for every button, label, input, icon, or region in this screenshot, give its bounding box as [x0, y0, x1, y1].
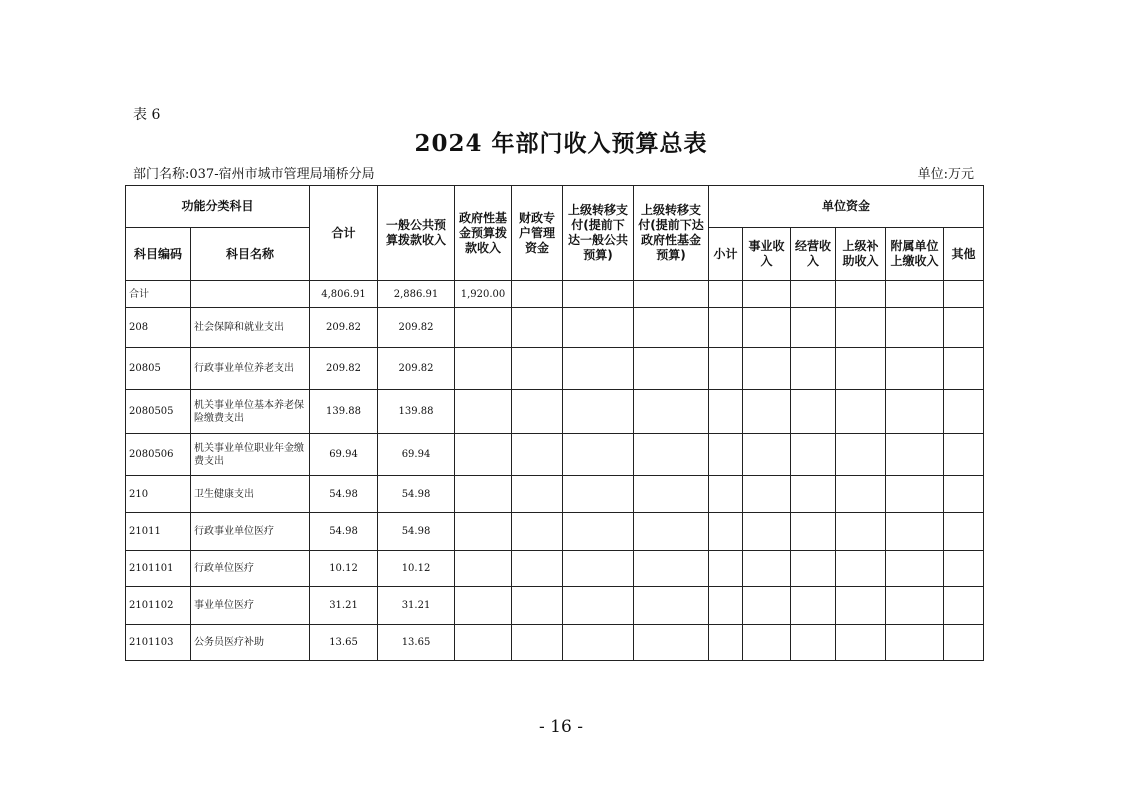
cell-empty [512, 434, 563, 476]
cell-empty [743, 348, 791, 390]
cell-empty [634, 281, 709, 308]
cell-general-public: 139.88 [378, 390, 455, 434]
cell-empty [709, 513, 743, 551]
cell-code: 2080506 [126, 434, 191, 476]
cell-empty [791, 476, 836, 513]
cell-general-public: 209.82 [378, 308, 455, 348]
cell-total: 13.65 [310, 625, 378, 661]
cell-empty [563, 390, 634, 434]
cell-gov-fund [455, 551, 512, 587]
cell-empty [512, 308, 563, 348]
cell-gov-fund [455, 390, 512, 434]
cell-empty [836, 513, 886, 551]
cell-gov-fund [455, 434, 512, 476]
cell-empty [563, 625, 634, 661]
cell-total: 10.12 [310, 551, 378, 587]
cell-empty [709, 551, 743, 587]
header-name: 科目名称 [191, 228, 310, 281]
cell-empty [886, 434, 944, 476]
cell-empty [709, 625, 743, 661]
cell-empty [512, 551, 563, 587]
cell-empty [563, 308, 634, 348]
cell-name [191, 281, 310, 308]
table-row [126, 551, 984, 587]
cell-empty [836, 625, 886, 661]
cell-empty [512, 513, 563, 551]
cell-empty [944, 476, 984, 513]
cell-empty [743, 434, 791, 476]
cell-total: 31.21 [310, 587, 378, 625]
cell-empty [634, 308, 709, 348]
department-name: 部门名称:037-宿州市城市管理局埇桥分局 [133, 167, 375, 182]
cell-empty [886, 476, 944, 513]
header-upper-general: 上级转移支付(提前下达一般公共预算) [563, 186, 634, 281]
cell-total: 54.98 [310, 476, 378, 513]
header-code: 科目编码 [126, 228, 191, 281]
cell-empty [743, 308, 791, 348]
cell-empty [836, 348, 886, 390]
cell-name: 机关事业单位基本养老保险缴费支出 [191, 390, 310, 434]
table-label: 表 6 [133, 107, 161, 123]
header-affiliated: 附属单位上缴收入 [886, 228, 944, 281]
cell-code: 合计 [126, 281, 191, 308]
cell-gov-fund [455, 625, 512, 661]
cell-empty [944, 513, 984, 551]
cell-empty [944, 434, 984, 476]
cell-empty [791, 281, 836, 308]
cell-empty [791, 551, 836, 587]
header-gov-fund: 政府性基金预算拨款收入 [455, 186, 512, 281]
cell-code: 210 [126, 476, 191, 513]
cell-empty [709, 281, 743, 308]
cell-name: 公务员医疗补助 [191, 625, 310, 661]
header-unit-funds: 单位资金 [709, 186, 984, 228]
cell-empty [743, 281, 791, 308]
cell-empty [709, 434, 743, 476]
cell-empty [743, 551, 791, 587]
cell-empty [886, 551, 944, 587]
cell-empty [512, 625, 563, 661]
cell-empty [836, 587, 886, 625]
page-title: 2024 年部门收入预算总表 [414, 130, 708, 157]
header-function-category: 功能分类科目 [126, 186, 310, 228]
cell-gov-fund [455, 348, 512, 390]
cell-general-public: 31.21 [378, 587, 455, 625]
cell-empty [944, 281, 984, 308]
cell-empty [634, 625, 709, 661]
cell-empty [836, 476, 886, 513]
cell-empty [886, 348, 944, 390]
cell-total: 139.88 [310, 390, 378, 434]
cell-empty [791, 308, 836, 348]
cell-general-public: 54.98 [378, 476, 455, 513]
cell-empty [634, 551, 709, 587]
cell-gov-fund [455, 587, 512, 625]
cell-empty [512, 390, 563, 434]
cell-name: 行政事业单位养老支出 [191, 348, 310, 390]
cell-general-public: 13.65 [378, 625, 455, 661]
table-row [126, 281, 984, 308]
cell-name: 社会保障和就业支出 [191, 308, 310, 348]
cell-empty [886, 390, 944, 434]
cell-empty [886, 587, 944, 625]
cell-empty [743, 476, 791, 513]
header-total: 合计 [310, 186, 378, 281]
cell-name: 行政单位医疗 [191, 551, 310, 587]
cell-empty [512, 348, 563, 390]
cell-general-public: 10.12 [378, 551, 455, 587]
cell-empty [836, 308, 886, 348]
cell-empty [791, 513, 836, 551]
cell-general-public: 2,886.91 [378, 281, 455, 308]
table-row [126, 476, 984, 513]
cell-empty [634, 476, 709, 513]
cell-empty [836, 434, 886, 476]
table-row [126, 390, 984, 434]
cell-name: 机关事业单位职业年金缴费支出 [191, 434, 310, 476]
cell-empty [944, 551, 984, 587]
table-row [126, 434, 984, 476]
cell-empty [709, 587, 743, 625]
header-business: 事业收入 [743, 228, 791, 281]
header-general-public: 一般公共预算拨款收入 [378, 186, 455, 281]
cell-gov-fund: 1,920.00 [455, 281, 512, 308]
header-operating: 经营收入 [791, 228, 836, 281]
cell-empty [512, 281, 563, 308]
cell-empty [634, 434, 709, 476]
table-row [126, 625, 984, 661]
cell-general-public: 54.98 [378, 513, 455, 551]
cell-empty [886, 281, 944, 308]
cell-total: 54.98 [310, 513, 378, 551]
cell-empty [563, 434, 634, 476]
cell-total: 209.82 [310, 308, 378, 348]
cell-empty [743, 513, 791, 551]
cell-empty [944, 348, 984, 390]
cell-general-public: 209.82 [378, 348, 455, 390]
cell-empty [836, 281, 886, 308]
cell-empty [743, 625, 791, 661]
cell-empty [886, 625, 944, 661]
cell-gov-fund [455, 513, 512, 551]
cell-total: 209.82 [310, 348, 378, 390]
cell-code: 20805 [126, 348, 191, 390]
cell-empty [563, 513, 634, 551]
cell-empty [709, 390, 743, 434]
cell-code: 21011 [126, 513, 191, 551]
header-other: 其他 [944, 228, 984, 281]
budget-table [125, 185, 984, 661]
table-row [126, 587, 984, 625]
cell-empty [944, 390, 984, 434]
cell-total: 4,806.91 [310, 281, 378, 308]
cell-empty [512, 476, 563, 513]
cell-empty [563, 281, 634, 308]
cell-code: 2101101 [126, 551, 191, 587]
cell-name: 卫生健康支出 [191, 476, 310, 513]
cell-empty [634, 587, 709, 625]
cell-name: 事业单位医疗 [191, 587, 310, 625]
cell-empty [791, 348, 836, 390]
cell-empty [634, 390, 709, 434]
cell-empty [886, 308, 944, 348]
table-row [126, 308, 984, 348]
cell-empty [743, 390, 791, 434]
cell-empty [944, 587, 984, 625]
cell-empty [563, 476, 634, 513]
cell-empty [563, 587, 634, 625]
cell-empty [709, 308, 743, 348]
cell-empty [743, 587, 791, 625]
cell-empty [791, 625, 836, 661]
cell-empty [886, 513, 944, 551]
cell-code: 2101103 [126, 625, 191, 661]
cell-empty [791, 434, 836, 476]
cell-empty [836, 551, 886, 587]
header-upper-gov-fund: 上级转移支付(提前下达政府性基金预算) [634, 186, 709, 281]
cell-empty [634, 348, 709, 390]
cell-empty [709, 476, 743, 513]
unit-label: 单位:万元 [917, 167, 974, 182]
cell-empty [791, 390, 836, 434]
cell-gov-fund [455, 476, 512, 513]
table-row [126, 348, 984, 390]
table-row [126, 513, 984, 551]
cell-general-public: 69.94 [378, 434, 455, 476]
cell-name: 行政事业单位医疗 [191, 513, 310, 551]
cell-empty [944, 308, 984, 348]
cell-empty [563, 551, 634, 587]
page-number: - 16 - [539, 717, 583, 737]
header-upper-subsidy: 上级补助收入 [836, 228, 886, 281]
cell-empty [634, 513, 709, 551]
cell-code: 2080505 [126, 390, 191, 434]
cell-empty [709, 348, 743, 390]
cell-code: 2101102 [126, 587, 191, 625]
cell-empty [512, 587, 563, 625]
cell-empty [791, 587, 836, 625]
cell-empty [836, 390, 886, 434]
cell-empty [563, 348, 634, 390]
cell-total: 69.94 [310, 434, 378, 476]
cell-gov-fund [455, 308, 512, 348]
header-subtotal: 小计 [709, 228, 743, 281]
header-fiscal-special: 财政专户管理资金 [512, 186, 563, 281]
cell-empty [944, 625, 984, 661]
cell-code: 208 [126, 308, 191, 348]
